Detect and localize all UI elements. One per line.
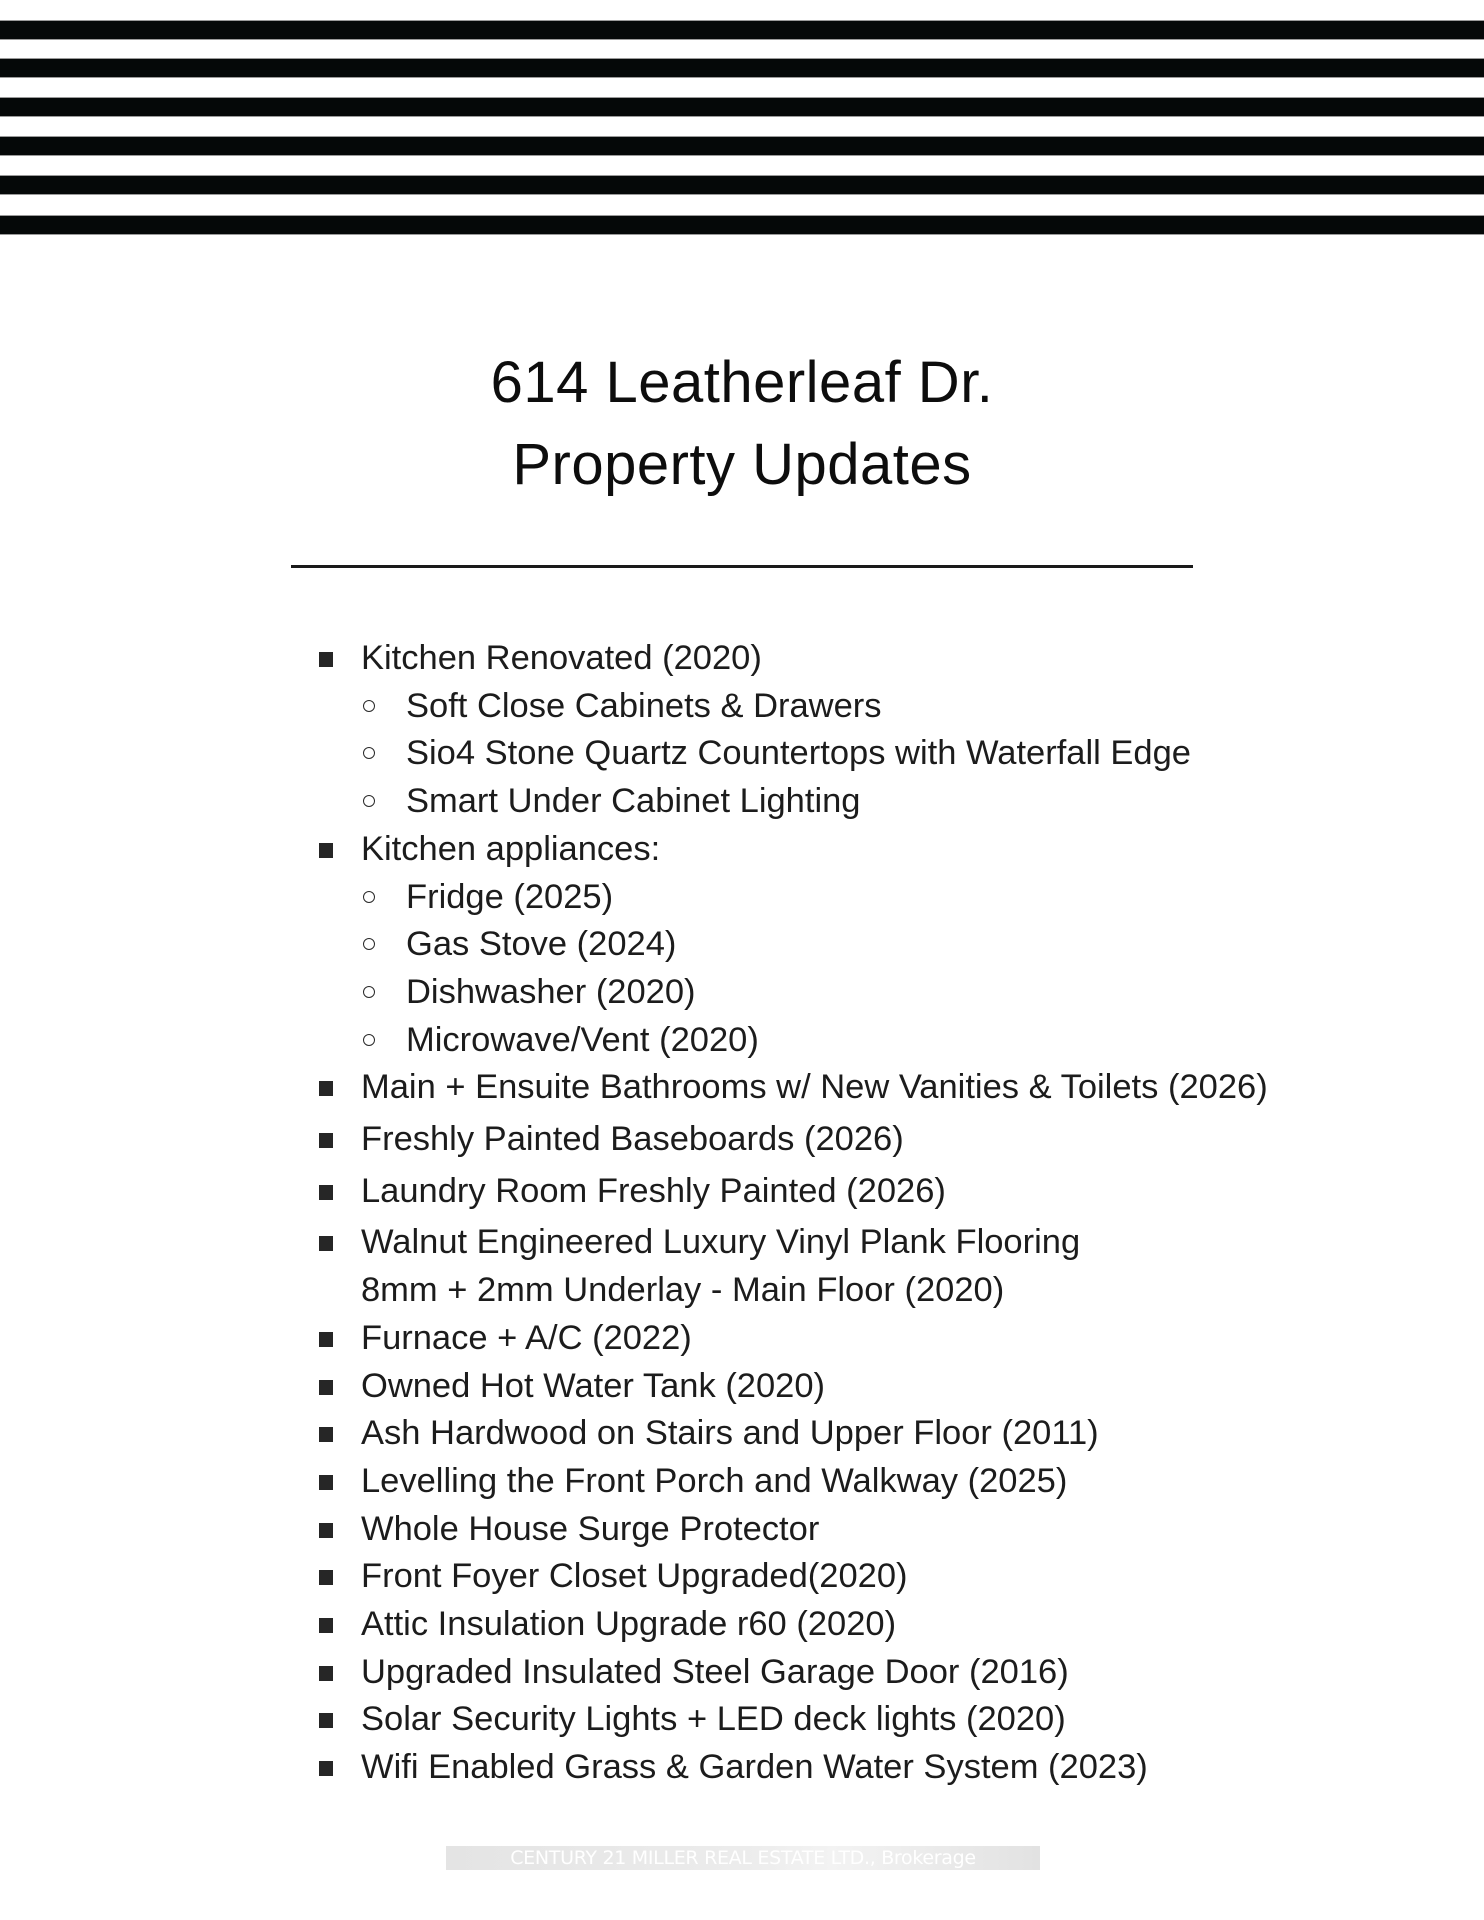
sub-list-item (0, 969, 1364, 1017)
title-divider (291, 565, 1193, 568)
stripe (0, 98, 1484, 116)
sub-list-item (0, 874, 1364, 922)
list-item-text: Attic Insulation Upgrade r60 (2020) (361, 1605, 897, 1644)
brokerage-watermark: CENTURY 21 MILLER REAL ESTATE LTD., Brokerage (446, 1846, 1040, 1870)
list-item (0, 1696, 1484, 1744)
title-address: 614 Leatherleaf Dr. (490, 350, 994, 415)
sub-list-item-text: Fridge (2025) (406, 877, 614, 916)
square-bullet-icon (319, 1713, 333, 1728)
list-item-text: Front Foyer Closet Upgraded(2020) (361, 1557, 908, 1596)
square-bullet-icon (319, 1761, 333, 1776)
sub-list-item (0, 730, 1364, 778)
sub-list-item-text: Soft Close Cabinets & Drawers (406, 686, 882, 725)
list-item-text: Ash Hardwood on Stairs and Upper Floor (2011) (361, 1414, 1099, 1453)
square-bullet-icon (319, 1185, 333, 1200)
list-item-text: Solar Security Lights + LED deck lights (2020) (361, 1700, 1066, 1739)
hollow-circle-bullet-icon (363, 891, 375, 903)
list-item-text: Freshly Painted Baseboards (2026) (361, 1120, 904, 1159)
list-item (0, 1315, 1484, 1363)
list-item (0, 1064, 1484, 1112)
list-item (0, 1744, 1484, 1792)
sub-list-item-text: Gas Stove (2024) (406, 925, 677, 964)
page-title (0, 342, 1484, 506)
sub-list-item-text: Sio4 Stone Quartz Countertops with Waterfall Edge (406, 734, 1191, 773)
square-bullet-icon (319, 1332, 333, 1347)
square-bullet-icon (319, 1380, 333, 1395)
stripe (0, 137, 1484, 155)
list-item-text: Upgraded Insulated Steel Garage Door (2016) (361, 1652, 1069, 1691)
square-bullet-icon (319, 1427, 333, 1442)
sub-list (361, 683, 1364, 826)
list-item (0, 1168, 1484, 1216)
square-bullet-icon (319, 1133, 333, 1148)
list-item-text: Laundry Room Freshly Painted (2026) (361, 1171, 946, 1210)
list-item (0, 1649, 1484, 1697)
list-item-text: Furnace + A/C (2022) (361, 1318, 692, 1357)
hollow-circle-bullet-icon (363, 1034, 375, 1046)
list-item (0, 1116, 1484, 1164)
list-item (0, 1506, 1484, 1554)
list-item (0, 1553, 1484, 1601)
sub-list-item (0, 1017, 1364, 1065)
square-bullet-icon (319, 1570, 333, 1585)
list-item-text: Levelling the Front Porch and Walkway (2025) (361, 1461, 1068, 1500)
list-item (0, 1363, 1484, 1411)
stripe (0, 59, 1484, 77)
sub-list-item-text: Dishwasher (2020) (406, 972, 696, 1011)
hollow-circle-bullet-icon (363, 747, 375, 759)
list-item-text: Main + Ensuite Bathrooms w/ New Vanities & Toilets (2026) (361, 1068, 1268, 1107)
sub-list-item (0, 778, 1364, 826)
list-item-text: Wifi Enabled Grass & Garden Water System (2023) (361, 1748, 1148, 1787)
stripe (0, 176, 1484, 194)
sub-list (361, 874, 1364, 1065)
list-item (0, 635, 1484, 826)
list-item (0, 1410, 1484, 1458)
square-bullet-icon (319, 1475, 333, 1490)
list-item (0, 1219, 1484, 1314)
square-bullet-icon (319, 1618, 333, 1633)
square-bullet-icon (319, 1666, 333, 1681)
updates-list (0, 635, 1484, 1792)
header-stripes (0, 0, 1484, 250)
sub-list-item (0, 683, 1364, 731)
square-bullet-icon (319, 1081, 333, 1096)
title-subtitle: Property Updates (512, 432, 972, 497)
list-item (0, 1601, 1484, 1649)
sub-list-item-text: Smart Under Cabinet Lighting (406, 782, 861, 821)
square-bullet-icon (319, 843, 333, 858)
hollow-circle-bullet-icon (363, 986, 375, 998)
hollow-circle-bullet-icon (363, 795, 375, 807)
square-bullet-icon (319, 1236, 333, 1251)
stripe (0, 216, 1484, 234)
list-item-text: Kitchen Renovated (2020) (361, 639, 762, 677)
hollow-circle-bullet-icon (363, 700, 375, 712)
sub-list-item-text: Microwave/Vent (2020) (406, 1020, 759, 1059)
square-bullet-icon (319, 1523, 333, 1538)
square-bullet-icon (319, 652, 333, 667)
stripe (0, 21, 1484, 39)
list-item-text: Kitchen appliances: (361, 829, 661, 868)
list-item (0, 826, 1484, 1065)
list-item-text: Owned Hot Water Tank (2020) (361, 1366, 826, 1405)
list-item-text: Walnut Engineered Luxury Vinyl Plank Flooring 8mm + 2mm Underlay - Main Floor (2020) (361, 1223, 1081, 1310)
hollow-circle-bullet-icon (363, 938, 375, 950)
sub-list-item (0, 921, 1364, 969)
list-item-text: Whole House Surge Protector (361, 1509, 820, 1548)
list-item (0, 1458, 1484, 1506)
